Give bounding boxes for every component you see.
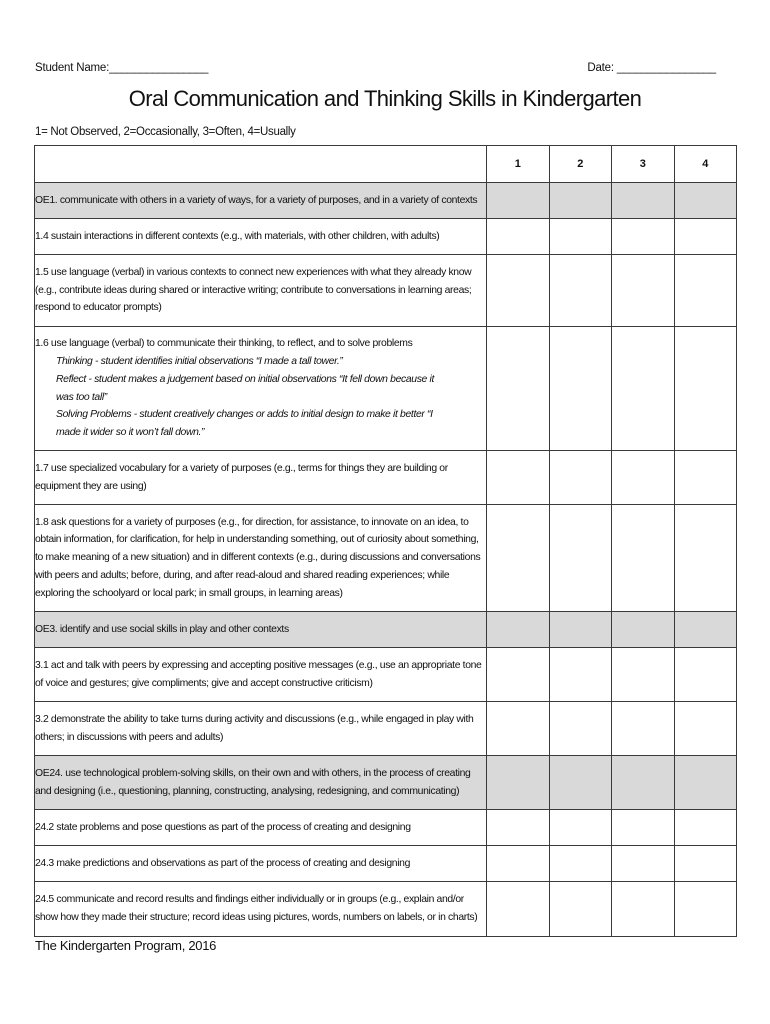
rating-cell-1[interactable] [487,702,550,756]
table-row [35,648,737,702]
rating-cell-1[interactable] [487,882,550,937]
rating-cell-1[interactable] [487,612,550,648]
table-row [35,846,737,882]
rating-cell-2[interactable] [549,451,612,505]
rating-cell-4[interactable] [674,648,737,702]
table-row [35,810,737,846]
rating-cell-3[interactable] [612,882,675,937]
rating-cell-1[interactable] [487,327,550,451]
rating-cell-4[interactable] [674,612,737,648]
criterion-1-4: 1.4 sustain interactions in different contexts (e.g., with materials, with other children, with adults) [35,219,487,255]
table-row [35,702,737,756]
date-field[interactable]: Date: ________________ [587,62,716,74]
rating-cell-2[interactable] [549,846,612,882]
rating-cell-1[interactable] [487,255,550,327]
rating-cell-2[interactable] [549,255,612,327]
rating-scale-key: 1= Not Observed, 2=Occasionally, 3=Often, 4=Usually [35,126,296,138]
rating-cell-3[interactable] [612,327,675,451]
expectation-oe1: OE1. communicate with others in a variety of ways, for a variety of purposes, and in a variety of contexts [35,183,487,219]
rubric-table [34,145,737,937]
criterion-1-6-thinking: Thinking - student identifies initial observations “I made a tall tower.” [56,355,343,367]
rating-cell-3[interactable] [612,255,675,327]
rating-cell-3[interactable] [612,505,675,612]
column-header-1: 1 [487,146,550,183]
criterion-1-6-solving: Solving Problems - student creatively changes or adds to initial design to make it better “I [56,409,433,421]
table-row [35,183,737,219]
criterion-1-6-reflect-cont: was too tall” [56,391,107,403]
rating-cell-1[interactable] [487,810,550,846]
rating-cell-2[interactable] [549,219,612,255]
rating-cell-2[interactable] [549,756,612,810]
rating-cell-2[interactable] [549,702,612,756]
criterion-24-5: 24.5 communicate and record results and findings either individually or in groups (e.g., explain and/or show how they made their structure; record ideas using pictures, words, numbers on labels, or in charts) [35,882,487,937]
rating-cell-2[interactable] [549,648,612,702]
column-header-2: 2 [549,146,612,183]
rating-cell-4[interactable] [674,183,737,219]
rating-cell-4[interactable] [674,255,737,327]
table-header-row [35,146,737,183]
rating-cell-4[interactable] [674,756,737,810]
rating-cell-2[interactable] [549,183,612,219]
rating-cell-4[interactable] [674,702,737,756]
rating-cell-1[interactable] [487,505,550,612]
criterion-3-1: 3.1 act and talk with peers by expressing and accepting positive messages (e.g., use an appropriate tone of voice and gestures; give compliments; give and accept constructive criticism) [35,648,487,702]
rating-cell-2[interactable] [549,810,612,846]
rating-cell-3[interactable] [612,219,675,255]
rating-cell-4[interactable] [674,810,737,846]
criterion-1-5: 1.5 use language (verbal) in various contexts to connect new experiences with what they already know (e.g., contribute ideas during shared or interactive writing; contribute to conversations in learning areas; respond to educator prompts) [35,255,487,327]
table-row [35,505,737,612]
table-row [35,451,737,505]
column-header-4: 4 [674,146,737,183]
rating-cell-3[interactable] [612,846,675,882]
criterion-24-3: 24.3 make predictions and observations as part of the process of creating and designing [35,846,487,882]
rating-cell-1[interactable] [487,219,550,255]
rating-cell-4[interactable] [674,505,737,612]
rating-cell-4[interactable] [674,219,737,255]
rating-cell-4[interactable] [674,882,737,937]
rating-cell-1[interactable] [487,451,550,505]
rating-cell-3[interactable] [612,648,675,702]
rating-cell-3[interactable] [612,612,675,648]
rating-cell-2[interactable] [549,882,612,937]
rating-cell-1[interactable] [487,183,550,219]
rating-cell-3[interactable] [612,702,675,756]
footer-source: The Kindergarten Program, 2016 [35,938,217,953]
rating-cell-3[interactable] [612,451,675,505]
rating-cell-4[interactable] [674,846,737,882]
criterion-1-6-reflect: Reflect - student makes a judgement based on initial observations “It fell down because it [56,373,435,385]
table-row [35,612,737,648]
table-row [35,756,737,810]
criterion-1-8: 1.8 ask questions for a variety of purposes (e.g., for direction, for assistance, to innovate on an idea, to obtain information, for clarification, for help in understanding something, out of curiosity about something, to make meaning of a new situation) and in different contexts (e.g., during discussions and conversations with peers and adults; before, during, and after read-aloud and shared reading experiences; while exploring the schoolyard or local park; in small groups, in learning areas) [35,505,487,612]
rating-cell-1[interactable] [487,648,550,702]
criterion-1-6-solving-cont: made it wider so it won’t fall down.” [56,427,205,439]
rating-cell-3[interactable] [612,810,675,846]
student-name-field[interactable]: Student Name:________________ [35,62,209,74]
rating-cell-1[interactable] [487,756,550,810]
rating-cell-2[interactable] [549,505,612,612]
table-row [35,882,737,937]
table-row [35,219,737,255]
rating-cell-4[interactable] [674,327,737,451]
criterion-1-7: 1.7 use specialized vocabulary for a variety of purposes (e.g., terms for things they are building or equipment they are using) [35,451,487,505]
table-row [35,327,737,451]
criterion-24-2: 24.2 state problems and pose questions as part of the process of creating and designing [35,810,487,846]
rating-cell-4[interactable] [674,451,737,505]
criterion-3-2: 3.2 demonstrate the ability to take turns during activity and discussions (e.g., while engaged in play with others; in discussions with peers and adults) [35,702,487,756]
expectation-oe24: OE24. use technological problem-solving skills, on their own and with others, in the process of creating and designing (i.e., questioning, planning, constructing, analysing, redesigning, and communicating) [35,756,487,810]
rating-cell-3[interactable] [612,756,675,810]
criterion-1-6-text: 1.6 use language (verbal) to communicate their thinking, to reflect, and to solve problems [35,338,413,350]
rating-cell-2[interactable] [549,327,612,451]
page-title: Oral Communication and Thinking Skills in Kindergarten [128,86,642,111]
expectation-oe3: OE3. identify and use social skills in play and other contexts [35,612,487,648]
rating-cell-3[interactable] [612,183,675,219]
rating-cell-2[interactable] [549,612,612,648]
table-row [35,255,737,327]
criterion-1-6 [35,327,487,451]
column-header-3: 3 [612,146,675,183]
rating-cell-1[interactable] [487,846,550,882]
column-header-description [35,146,487,183]
